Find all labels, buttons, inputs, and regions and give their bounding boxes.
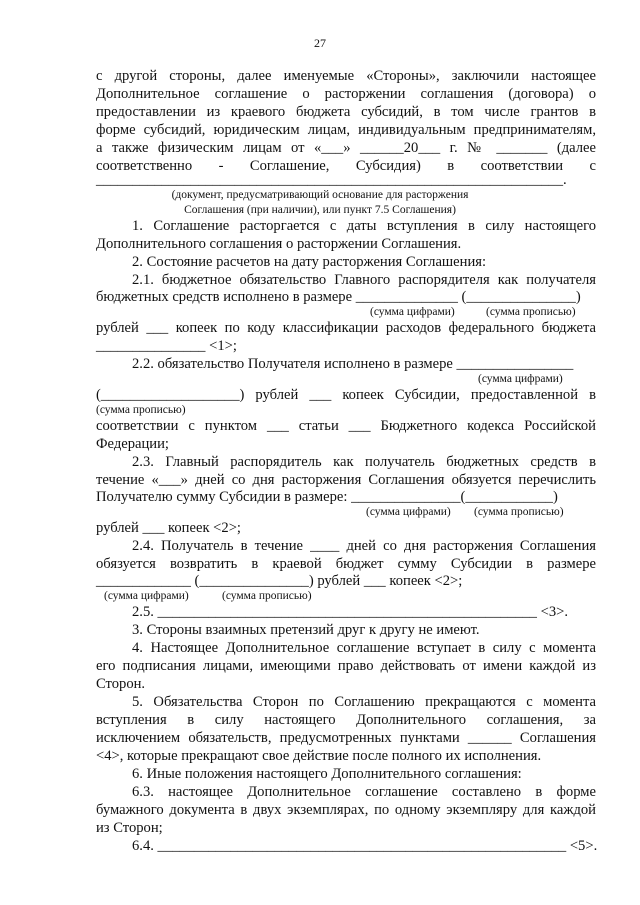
text-line: рублей ___ копеек по коду классификации расходов федерального бюджета <box>96 320 596 336</box>
page-number: 27 <box>314 36 326 50</box>
text-line: 6.3. настоящее Дополнительное соглашение составлено в форме <box>132 784 596 800</box>
text-line: _____________ (_______________) рублей ___ копеек <2>; <box>96 573 463 589</box>
text-line: вступления в силу настоящего Дополнительного соглашения, за <box>96 712 596 728</box>
text-line: 6.4. ________________________________________________________ <5>. <box>132 838 598 854</box>
caption: (сумма прописью) <box>486 306 576 318</box>
text-line: 2.4. Получатель в течение ____ дней со дня расторжения Соглашения <box>132 538 596 554</box>
text-line: Дополнительное соглашение о расторжении соглашения (договора) о <box>96 86 596 102</box>
text-line: форме субсидий, юридическим лицам, индивидуальным предпринимателям, <box>96 122 596 138</box>
text-line: (___________________) рублей ___ копеек Субсидии, предоставленной в <box>96 387 596 403</box>
caption: (сумма цифрами) <box>478 373 563 385</box>
text-line: Дополнительного соглашения о расторжении Соглашения. <box>96 236 462 252</box>
text-line: с другой стороны, далее именуемые «Стороны», заключили настоящее <box>96 68 596 84</box>
text-line: 4. Настоящее Дополнительное соглашение вступает в силу с момента <box>132 640 596 656</box>
text-line: бюджетных средств исполнено в размере ______________ (_______________) <box>96 289 581 305</box>
caption: (сумма цифрами) <box>104 590 189 602</box>
text-line: предоставлении из краевого бюджета субсидий, в том числе грантов в <box>96 104 596 120</box>
caption: Соглашения (при наличии), или пункт 7.5 Соглашения) <box>184 204 456 216</box>
caption: (документ, предусматривающий основание для расторжения <box>171 189 469 201</box>
caption: (сумма прописью) <box>96 404 186 416</box>
text-line: ________________________________________________________________. <box>96 172 567 188</box>
text-line: течение «___» дней со дня расторжения Соглашения обязуется перечислить <box>96 472 596 488</box>
text-line: Получателю сумму Субсидии в размере: _______________(____________) <box>96 489 558 505</box>
text-line: а также физическим лицам от «___» ______20___ г. № _______ (далее <box>96 140 596 156</box>
text-line: 3. Стороны взаимных претензий друг к другу не имеют. <box>132 622 480 638</box>
text-line: соответственно - Соглашение, Субсидия) в соответствии с <box>96 158 596 174</box>
text-line: 2.3. Главный распорядитель как получатель бюджетных средств в <box>132 454 596 470</box>
text-line: 2.1. бюджетное обязательство Главного распорядителя как получателя <box>132 272 596 288</box>
text-line: Сторон. <box>96 676 146 692</box>
text-line: 2. Состояние расчетов на дату расторжения Соглашения: <box>132 254 487 270</box>
text-line: бумажного документа в двух экземплярах, по одному экземпляру для каждой <box>96 802 596 818</box>
text-line: 2.2. обязательство Получателя исполнено в размере ________________ <box>132 356 574 372</box>
caption: (сумма прописью) <box>474 506 564 518</box>
caption: (сумма цифрами) <box>366 506 451 518</box>
text-line: 5. Обязательства Сторон по Соглашению прекращаются с момента <box>132 694 596 710</box>
text-line: Федерации; <box>96 436 169 452</box>
text-line: из Сторон; <box>96 820 163 836</box>
caption: (сумма прописью) <box>222 590 312 602</box>
text-line: рублей ___ копеек <2>; <box>96 520 241 536</box>
text-line: 6. Иные положения настоящего Дополнительного соглашения: <box>132 766 522 782</box>
text-line: <4>, которые прекращают свое действие после полного их исполнения. <box>96 748 542 764</box>
text-line: его подписания лицами, имеющими право действовать от имени каждой из <box>96 658 596 674</box>
text-line: исключением обязательств, предусмотренных пунктами ______ Соглашения <box>96 730 596 746</box>
text-line: _______________ <1>; <box>96 338 237 354</box>
caption: (сумма цифрами) <box>370 306 455 318</box>
text-line: 1. Соглашение расторгается с даты вступления в силу настоящего <box>132 218 596 234</box>
text-line: 2.5. ____________________________________________________ <3>. <box>132 604 569 620</box>
text-line: соответствии с пунктом ___ статьи ___ Бюджетного кодекса Российской <box>96 418 596 434</box>
text-line: обязуется возвратить в краевой бюджет сумму Субсидии в размере <box>96 556 596 572</box>
